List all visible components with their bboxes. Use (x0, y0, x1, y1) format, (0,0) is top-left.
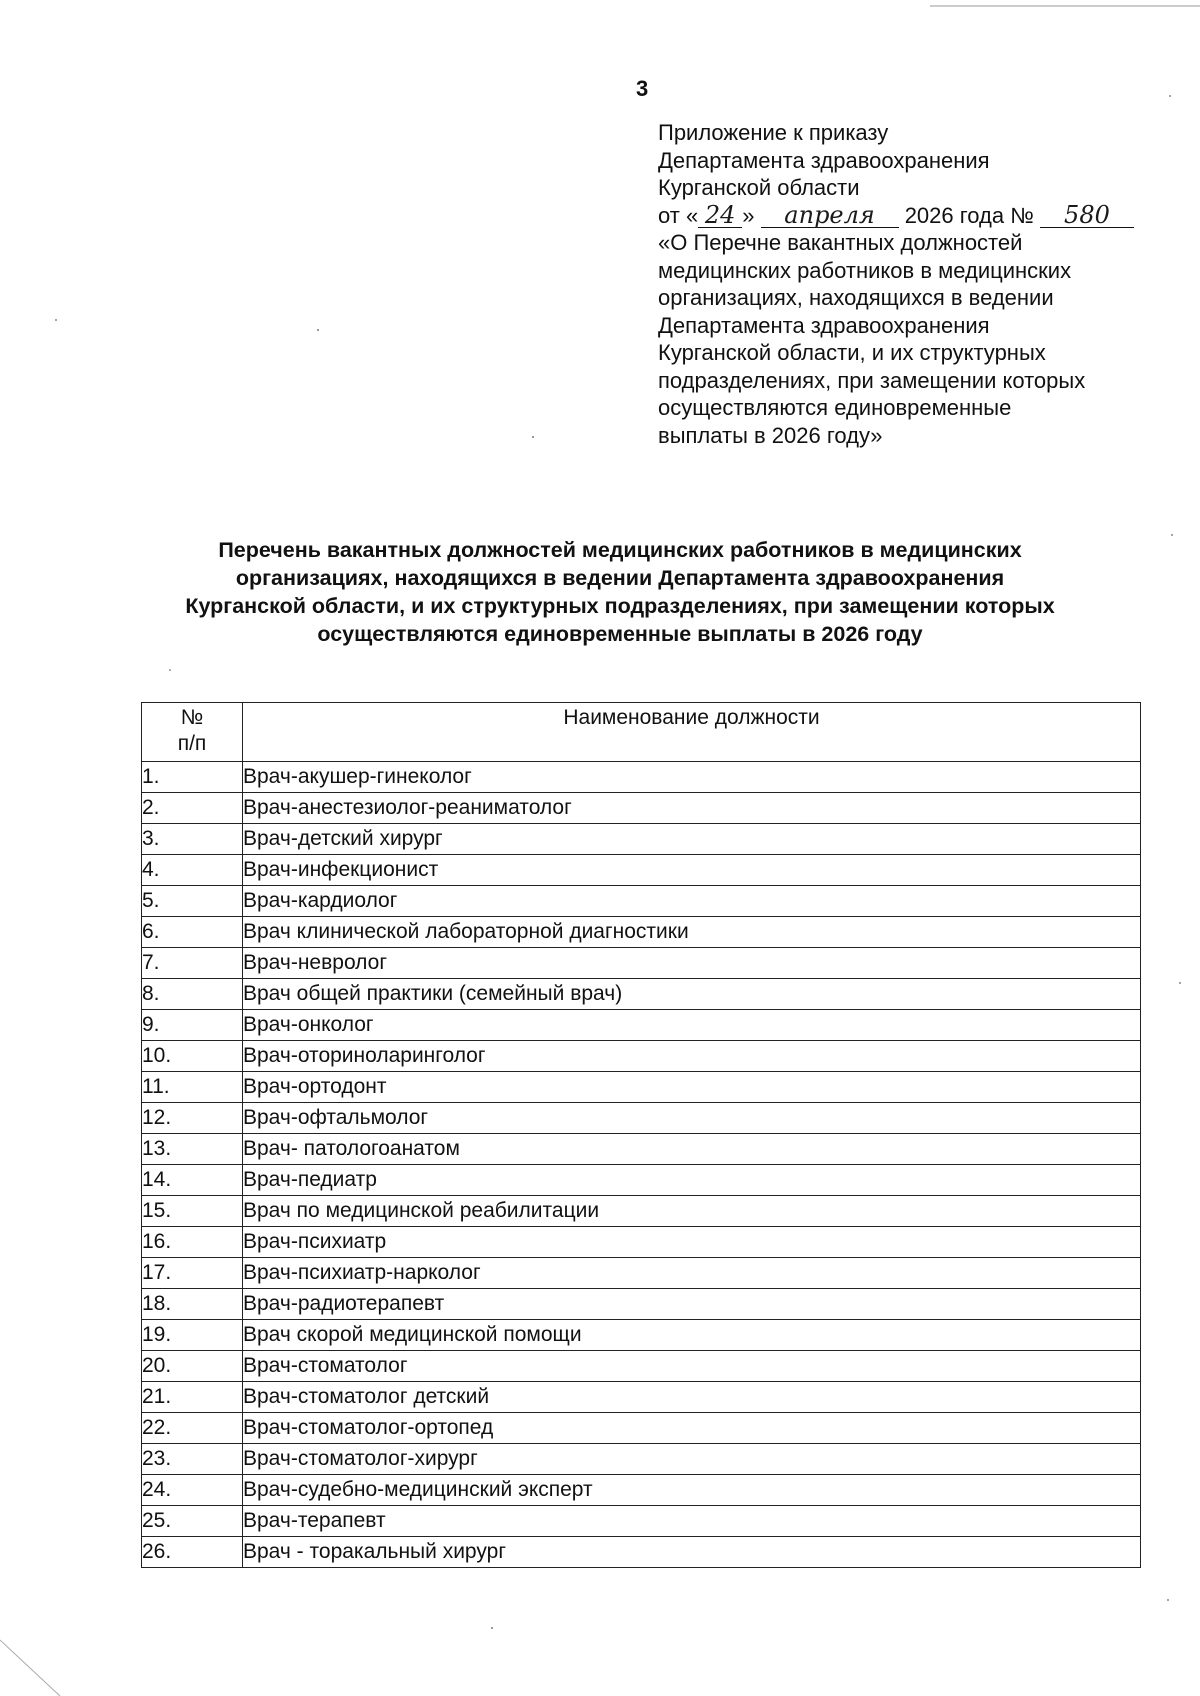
speck (55, 319, 57, 321)
row-number: 10. (142, 1041, 243, 1072)
position-name: Врач-ортодонт (243, 1072, 1141, 1103)
table-row (142, 1103, 1141, 1134)
row-number: 26. (142, 1537, 243, 1568)
speck (491, 1627, 493, 1629)
position-name: Врач-анестезиолог-реаниматолог (243, 793, 1141, 824)
table-row (142, 1444, 1141, 1475)
position-name: Врач-невролог (243, 948, 1141, 979)
page-number: 3 (636, 76, 649, 101)
header-num-symbol: № (180, 706, 204, 729)
table-row (142, 917, 1141, 948)
title-line: осуществляются единовременные выплаты в 2026 году (317, 622, 923, 646)
appendix-line: Приложение к приказу (658, 120, 889, 145)
handwritten-order-number: 580 (1040, 203, 1134, 228)
position-name: Врач- патологоанатом (243, 1134, 1141, 1165)
speck (532, 436, 534, 438)
row-number: 4. (142, 855, 243, 886)
table-body (142, 762, 1141, 1568)
position-name: Врач общей практики (семейный врач) (243, 979, 1141, 1010)
appendix-line: подразделениях, при замещении которых (658, 367, 1086, 393)
row-number: 13. (142, 1134, 243, 1165)
position-name: Врач-радиотерапевт (243, 1289, 1141, 1320)
table-row (142, 1072, 1141, 1103)
table-row (142, 1475, 1141, 1506)
row-number: 1. (142, 762, 243, 793)
row-number: 25. (142, 1506, 243, 1537)
scan-corner-line (0, 1640, 60, 1696)
table-row (142, 1537, 1141, 1568)
position-name: Врач - торакальный хирург (243, 1537, 1141, 1568)
row-number: 19. (142, 1320, 243, 1351)
row-number: 11. (142, 1072, 243, 1103)
position-name: Врач-инфекционист (243, 855, 1141, 886)
table-row (142, 1196, 1141, 1227)
positions-table (141, 702, 1141, 1568)
position-name: Врач-оториноларинголог (243, 1041, 1141, 1072)
title-line: организациях, находящихся в ведении Департамента здравоохранения (235, 566, 1005, 590)
table-header-row (142, 703, 1141, 762)
row-number: 14. (142, 1165, 243, 1196)
row-number: 8. (142, 979, 243, 1010)
row-number: 15. (142, 1196, 243, 1227)
table-row (142, 1289, 1141, 1320)
speck (1179, 982, 1181, 984)
table-row (142, 948, 1141, 979)
row-number: 16. (142, 1227, 243, 1258)
appendix-line: Курганской области (658, 175, 860, 200)
table-row (142, 855, 1141, 886)
speck (1167, 1599, 1169, 1601)
row-number: 3. (142, 824, 243, 855)
appendix-line: «О Перечне вакантных должностей (658, 230, 1023, 255)
table-row (142, 1506, 1141, 1537)
position-name: Врач-кардиолог (243, 886, 1141, 917)
table-row (142, 979, 1141, 1010)
header-name: Наименование должности (243, 703, 1141, 762)
position-name: Врач клинической лабораторной диагностики (243, 917, 1141, 948)
table-row (142, 1382, 1141, 1413)
position-name: Врач-психиатр-нарколог (243, 1258, 1141, 1289)
position-name: Врач скорой медицинской помощи (243, 1320, 1141, 1351)
appendix-date-line (658, 202, 1158, 230)
row-number: 23. (142, 1444, 243, 1475)
position-name: Врач-онколог (243, 1010, 1141, 1041)
position-name: Врач-акушер-гинеколог (243, 762, 1141, 793)
row-number: 2. (142, 793, 243, 824)
row-number: 7. (142, 948, 243, 979)
title-line: Перечень вакантных должностей медицинских работников в медицинских (218, 538, 1022, 562)
table-row (142, 824, 1141, 855)
appendix-line: организациях, находящихся в ведении (658, 285, 1054, 310)
row-number: 22. (142, 1413, 243, 1444)
appendix-line: осуществляются единовременные (658, 395, 1012, 420)
document-title (120, 536, 1120, 648)
position-name: Врач-стоматолог-ортопед (243, 1413, 1141, 1444)
table-row (142, 1041, 1141, 1072)
date-year: 2026 года № (904, 202, 1034, 228)
appendix-line: выплаты в 2026 году» (658, 422, 883, 448)
row-number: 21. (142, 1382, 243, 1413)
handwritten-day: 24 (698, 203, 742, 228)
row-number: 20. (142, 1351, 243, 1382)
table-row (142, 1413, 1141, 1444)
position-name: Врач-психиатр (243, 1227, 1141, 1258)
position-name: Врач-педиатр (243, 1165, 1141, 1196)
table-row (142, 793, 1141, 824)
table-row (142, 886, 1141, 917)
date-prefix: от « (658, 202, 699, 228)
position-name: Врач-судебно-медицинский эксперт (243, 1475, 1141, 1506)
header-num-abbr: п/п (177, 732, 207, 755)
table-row (142, 1320, 1141, 1351)
row-number: 17. (142, 1258, 243, 1289)
speck (1169, 95, 1171, 97)
row-number: 6. (142, 917, 243, 948)
position-name: Врач-стоматолог (243, 1351, 1141, 1382)
table-row (142, 1258, 1141, 1289)
speck (1171, 534, 1173, 536)
table-row (142, 1351, 1141, 1382)
row-number: 24. (142, 1475, 243, 1506)
row-number: 9. (142, 1010, 243, 1041)
appendix-block (658, 119, 1158, 449)
position-name: Врач-детский хирург (243, 824, 1141, 855)
position-name: Врач-терапевт (243, 1506, 1141, 1537)
header-num (142, 703, 243, 762)
speck (169, 669, 171, 671)
title-line: Курганской области, и их структурных подразделениях, при замещении которых (185, 594, 1055, 618)
position-name: Врач-стоматолог-хирург (243, 1444, 1141, 1475)
table-row (142, 1227, 1141, 1258)
date-mid: » (742, 202, 755, 228)
row-number: 5. (142, 886, 243, 917)
speck (317, 329, 319, 331)
position-name: Врач-офтальмолог (243, 1103, 1141, 1134)
table-row (142, 1010, 1141, 1041)
appendix-line: Департамента здравоохранения (658, 312, 990, 338)
row-number: 18. (142, 1289, 243, 1320)
handwritten-month: апреля (761, 203, 899, 228)
position-name: Врач-стоматолог детский (243, 1382, 1141, 1413)
table-row (142, 1165, 1141, 1196)
row-number: 12. (142, 1103, 243, 1134)
position-name: Врач по медицинской реабилитации (243, 1196, 1141, 1227)
table-row (142, 762, 1141, 793)
table-row (142, 1134, 1141, 1165)
appendix-line: Курганской области, и их структурных (658, 340, 1046, 365)
appendix-line: медицинских работников в медицинских (658, 257, 1072, 283)
appendix-line: Департамента здравоохранения (658, 147, 990, 173)
